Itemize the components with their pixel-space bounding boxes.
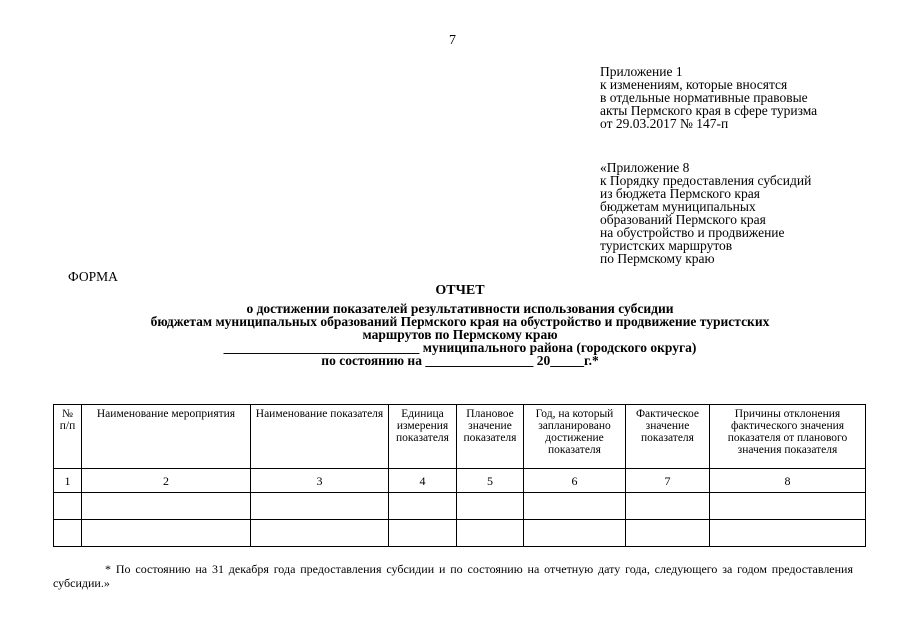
column-number-cell: 4: [389, 469, 457, 493]
table-header-row: [54, 405, 866, 469]
form-label: ФОРМА: [68, 269, 118, 284]
header-cell: Наименование мероприятия: [82, 405, 251, 469]
footnote: * По состоянию на 31 декабря года предоставления субсидии и по состоянию на отчетную дату года, следующего за годом предоставления субсидии.»: [53, 562, 853, 590]
empty-cell: [54, 493, 82, 520]
empty-cell: [524, 493, 626, 520]
empty-cell: [626, 520, 710, 547]
empty-cell: [251, 520, 389, 547]
annex-1-line: Приложение 1: [600, 64, 683, 79]
empty-cell: [82, 520, 251, 547]
empty-cell: [389, 493, 457, 520]
annex-8-line: бюджетам муниципальных: [600, 199, 756, 214]
annex-8-line: «Приложение 8: [600, 160, 690, 175]
annex-8-line: туристских маршрутов: [600, 238, 733, 253]
column-number-cell: 2: [82, 469, 251, 493]
empty-cell: [457, 520, 524, 547]
header-cell: Год, на который запланировано достижение показателя: [524, 405, 626, 469]
annex-8-line: на обустройство и продвижение: [600, 225, 785, 240]
annex-1-caption: [600, 65, 817, 130]
header-cell: № п/п: [54, 405, 82, 469]
page-number: 7: [449, 33, 456, 48]
empty-cell: [710, 520, 866, 547]
empty-cell: [54, 520, 82, 547]
annex-1-line: в отдельные нормативные правовые: [600, 90, 808, 105]
column-number-cell: 6: [524, 469, 626, 493]
column-number-cell: 5: [457, 469, 524, 493]
annex-1-line: к изменениям, которые вносятся: [600, 77, 788, 92]
header-cell: Причины отклонения фактического значения показателя от планового значения показателя: [710, 405, 866, 469]
empty-cell: [389, 520, 457, 547]
table-row: [54, 520, 866, 547]
table-row: [54, 493, 866, 520]
annex-8-line: из бюджета Пермского края: [600, 186, 760, 201]
column-number-cell: 3: [251, 469, 389, 493]
empty-cell: [524, 520, 626, 547]
report-subtitle: [90, 302, 830, 367]
subtitle-line: маршрутов по Пермскому краю: [362, 327, 558, 342]
column-number-cell: 7: [626, 469, 710, 493]
subtitle-line: бюджетам муниципальных образований Пермского края на обустройство и продвижение туристских: [150, 314, 770, 329]
header-cell: Единица измерения показателя: [389, 405, 457, 469]
column-number-cell: 8: [710, 469, 866, 493]
annex-1-line: от 29.03.2017 № 147-п: [600, 116, 729, 131]
empty-cell: [251, 493, 389, 520]
report-table: [53, 404, 866, 547]
column-number-row: [54, 469, 866, 493]
subtitle-line: по состоянию на ________________ 20_____г.*: [321, 353, 599, 368]
empty-cell: [626, 493, 710, 520]
annex-8-line: образований Пермского края: [600, 212, 766, 227]
subtitle-line: _____________________________ муниципального района (городского округа): [223, 340, 697, 355]
empty-cell: [710, 493, 866, 520]
empty-cell: [457, 493, 524, 520]
subtitle-line: о достижении показателей результативности использования субсидии: [246, 301, 674, 316]
annex-8-line: к Порядку предоставления субсидий: [600, 173, 812, 188]
annex-8-caption: [600, 161, 811, 265]
header-cell: Фактическое значение показателя: [626, 405, 710, 469]
column-number-cell: 1: [54, 469, 82, 493]
empty-cell: [82, 493, 251, 520]
header-cell: Плановое значение показателя: [457, 405, 524, 469]
header-cell: Наименование показателя: [251, 405, 389, 469]
annex-1-line: акты Пермского края в сфере туризма: [600, 103, 818, 118]
report-title: ОТЧЕТ: [435, 283, 485, 298]
annex-8-line: по Пермскому краю: [600, 251, 715, 266]
